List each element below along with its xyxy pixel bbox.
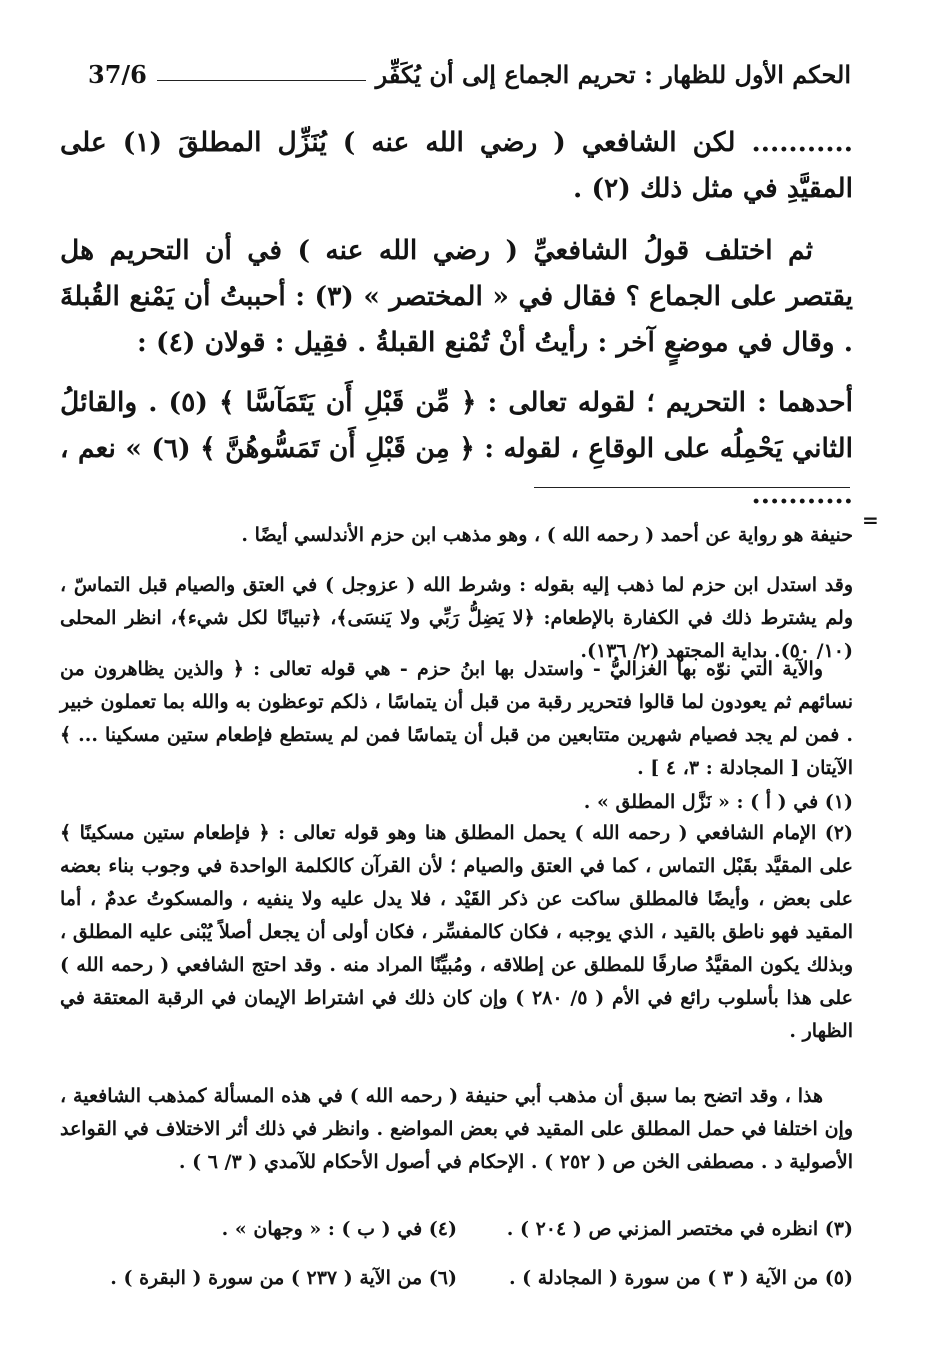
- body-paragraph-1: ........... لكن الشافعي ( رضي الله عنه ) يُنَزِّل المطلقَ (١) على المقيَّدِ في مثل ذلك (٢) .: [60, 127, 854, 204]
- footnote-3: (٣) انظره في مختصر المزني ص ( ٢٠٤ ) .: [506, 1218, 853, 1240]
- footnote-4: (٤) في ( ب ) : « وجهان » .: [221, 1218, 457, 1240]
- running-header: [88, 52, 851, 96]
- footnote-2: (٢) الإمام الشافعي ( رحمه الله ) يحمل المطلق هنا وهو قوله تعالى : ﴿ فإطعام ستين مسكينًا ﴾ على المقيَّد بقَبْل التماس ، كما في العتق والصيام ؛ لأن القرآن كالكلمة الواحدة في وجوب بناء بعضه على بعض ، وأيضًا فالمطلق ساكت عن ذكر القَيْد ، فلا يدل عليه ولا ينفيه ، والمسكوتُ عدمٌ ، أما المقيد فهو ناطق بالقيد ، الذي يوجبه ، فكان كالمفسِّر ، فكان أولى أن يجعل أصلاً يُبْنى عليه المطلق ، وبذلك يكون المقيَّدُ صارفًا للمطلق عن إطلاقه ، ومُبيِّنًا المراد منه . وقد احتج الشافعي ( رحمه الله ) على هذا بأسلوب رائع في الأم ( ٥/ ٢٨٠ ) وإن كان ذلك في اشتراط الإيمان في الرقبة المعتقة في الظهار .: [60, 822, 853, 1042]
- footnote-1: (١) في ( أ ) : « نَزَّل المطلق » .: [583, 791, 853, 813]
- body-paragraph-3: أحدهما : التحريم ؛ لقوله تعالى : ﴿ مِّن قَبْلِ أَن يَتَمَآسَّا ﴾ (٥) . والقائلُ الثاني يَحْمِلُه على الوقاعِ ، لقوله : ﴿ مِن قَبْلِ أَن تَمَسُّوهُنَّ ﴾ (٦) » نعم ، ...........: [60, 387, 854, 510]
- footnote-continued-text: حنيفة هو رواية عن أحمد ( رحمه الله ) ، وهو مذهب ابن حزم الأندلسي أيضًا .: [241, 524, 853, 546]
- footnote-row-5-6: [60, 1262, 853, 1295]
- header-rule: [157, 80, 366, 81]
- footnote-row-3-4: [60, 1213, 853, 1246]
- footnote-ibn-hazm: وقد استدل ابن حزم لما ذهب إليه بقوله : وشرط الله ( عزوجل ) في العتق والصيام قبل التماسّ ، ولم يشترط ذلك في الكفارة بالإطعام: ﴿لا يَضِلُّ رَبِّي ولا يَنسَى﴾، ﴿تبيانًا لكل شيء﴾، انظر المحلى (١٠/ ٥٠). بداية المجتهد (٢/ ١٣٦).: [60, 574, 853, 662]
- page-number: 37/6: [88, 59, 147, 89]
- body-paragraph-2: ثم اختلف قولُ الشافعيِّ ( رضي الله عنه ) في أن التحريم هل يقتصر على الجماع ؟ فقال في « المختصر » (٣) : أحببتُ أن يَمْنع القُبلةَ . وقال في موضعٍ آخر : رأيتُ أنْ تُمْنع القبلةُ . فقِيل : قولان (٤) :: [60, 235, 853, 358]
- footnote-6: (٦) من الآية ( ٢٣٧ ) من سورة ( البقرة ) .: [110, 1267, 457, 1289]
- header-title: الحكم الأول للظهار : تحريم الجماع إلى أن يُكَفِّر: [375, 59, 851, 89]
- footnote-5: (٥) من الآية ( ٣ ) من سورة ( المجادلة ) .: [508, 1267, 853, 1289]
- footnote-verse: والآية التي نوّه بها الغزاليُّ - واستدل بها ابنُ حزم - هي قوله تعالى : ﴿ والذين يظاهرون من نسائهم ثم يعودون لما قالوا فتحرير رقبة من قبل أن يتماسًا ، ذلكم توعظون به والله بما تعملون خبير . فمن لم يجد فصيام شهرين متتابعين من قبل أن يتماسًا فمن لم يستطع فإطعام ستين مسكينا ... ﴾ الآيتان [ المجادلة : ٣، ٤ ] .: [60, 658, 853, 779]
- footnote-continuation-mark: =: [862, 508, 879, 532]
- footnote-2-continued: هذا ، وقد اتضح بما سبق أن مذهب أبي حنيفة ( رحمه الله ) في هذه المسألة كمذهب الشافعية ، وإن اختلفا في حمل المطلق على المقيد في بعض المواضع . وانظر في ذلك أثر الاختلاف في القواعد الأصولية د . مصطفى الخن ص ( ٢٥٢ ) . الإحكام في أصول الأحكام للآمدي ( ٣/ ٦ ) .: [60, 1085, 853, 1173]
- footnote-separator: [534, 487, 850, 488]
